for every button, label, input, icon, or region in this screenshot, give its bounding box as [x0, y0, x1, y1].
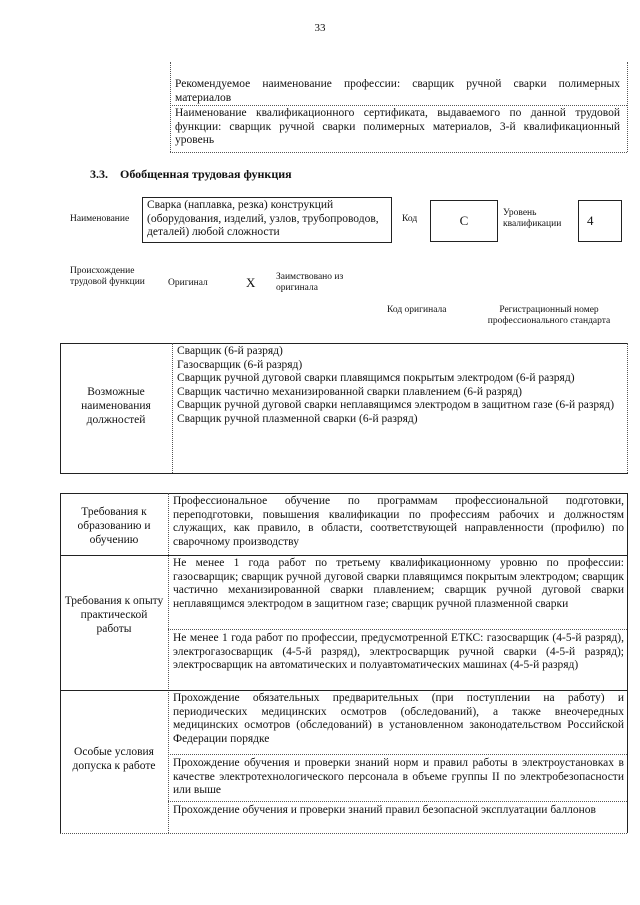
original-code-label: Код оригинала: [387, 305, 447, 315]
positions-left-border: [60, 343, 61, 473]
special-text-1: Прохождение обязательных предварительных (при поступлении на работу) и периодических медицинских осмотров (обследований), а также внеочередных медицинских осмотров (обследований) в установленном законодательством Российской Федерации порядке: [173, 692, 624, 745]
requirements-top-border: [60, 493, 628, 494]
name-label: Наименование: [70, 214, 130, 224]
certificate-name: Наименование квалификационного сертификата, выдаваемого по данной трудовой функции: сварщик ручной сварки полимерных материалов, 3-й квалификационный уровень: [175, 107, 620, 146]
position-item: Сварщик ручной дуговой сварки неплавящимся электродом в защитном газе (6-й разряд): [177, 399, 615, 411]
education-text: Профессиональное обучение по программам профессиональной подготовки, переподготовки, повышения квалификации по профессиям рабочих и должностям служащих, как правило, в области, соответствующей направленности (профилю) по сварочному производству: [173, 495, 624, 548]
positions-right-border: [627, 343, 628, 473]
intro-right-border: [627, 62, 628, 152]
code-value: C: [430, 200, 498, 242]
positions-label: Возможные наименования должностей: [81, 386, 151, 426]
level-label: Уровень квалификации: [503, 208, 562, 229]
level-value: 4: [578, 200, 622, 242]
borrowed-label: Заимствовано из оригинала: [276, 272, 344, 293]
special-subdivider-2: [168, 801, 627, 802]
origin-label: Происхождение трудовой функции: [70, 266, 145, 287]
position-item: Сварщик ручной плазменной сварки (6-й разряд): [177, 412, 418, 425]
position-item: Газосварщик (6-й разряд): [177, 358, 303, 371]
name-value: Сварка (наплавка, резка) конструкций (оборудования, изделий, узлов, трубопроводов, деталей) любой сложности: [142, 197, 392, 243]
intro-row-divider: [170, 105, 627, 106]
requirements-left-border: [60, 493, 61, 833]
original-mark: X: [246, 275, 256, 290]
row-divider-education: [60, 555, 628, 556]
experience-text-2: Не менее 1 года работ по профессии, предусмотренной ЕТКС: газосварщик (4-5-й разряд), электрогазосварщик (4-5-й разряд), электросварщик ручной сварки (4-5-й разряд); электросварщик на автоматических и полуавтоматических машинах (4-5-й разряд): [173, 632, 624, 671]
positions-bottom-border: [60, 473, 628, 474]
special-text-2: Прохождение обучения и проверки знаний норм и правил работы в электроустановках в качестве электротехнологического персонала в объеме группы II по электробезопасности или выше: [173, 757, 624, 796]
positions-list: [177, 345, 624, 426]
experience-label: Требования к опыту практической работы: [64, 595, 164, 635]
position-item: Сварщик ручной дуговой сварки плавящимся покрытым электродом (6-й разряд): [177, 372, 575, 384]
code-label: Код: [402, 214, 418, 224]
special-text-3: Прохождение обучения и проверки знаний правил безопасной эксплуатации баллонов: [173, 804, 596, 816]
position-item: Сварщик частично механизированной сварки плавлением (6-й разряд): [177, 385, 523, 398]
special-label: Особые условия допуска к работе: [72, 746, 156, 772]
page-number: 33: [314, 22, 326, 34]
intro-left-border: [170, 62, 171, 152]
requirements-bottom-border: [60, 833, 627, 834]
education-label: Требования к образованию и обучению: [77, 506, 151, 546]
requirements-divider: [168, 493, 169, 833]
section-heading: [90, 167, 292, 182]
position-item: Сварщик (6-й разряд): [177, 345, 283, 357]
experience-text-1: Не менее 1 года работ по третьему квалификационному уровню по профессии: газосварщик; сварщик ручной дуговой сварки плавящимся покрытым электродом; сварщик частично механизированной сварки плавлением; сварщик ручной дуговой сварки неплавящимся электродом в защитном газе; сварщик ручной плазменной сварки: [173, 557, 624, 610]
section-number: 3.3.: [90, 167, 108, 181]
intro-bottom-border: [170, 152, 627, 153]
special-subdivider-1: [168, 754, 627, 755]
recommended-profession: Рекомендуемое наименование профессии: сварщик ручной сварки полимерных материалов: [175, 78, 620, 104]
positions-top-border: [60, 343, 628, 344]
requirements-right-border: [627, 493, 628, 833]
row-divider-experience: [60, 690, 628, 691]
section-title: Обобщенная трудовая функция: [120, 167, 292, 181]
positions-divider: [172, 343, 173, 473]
experience-subdivider: [168, 629, 627, 630]
reg-number-label: Регистрационный номер профессионального стандарта: [487, 305, 611, 326]
original-label: Оригинал: [168, 278, 208, 288]
